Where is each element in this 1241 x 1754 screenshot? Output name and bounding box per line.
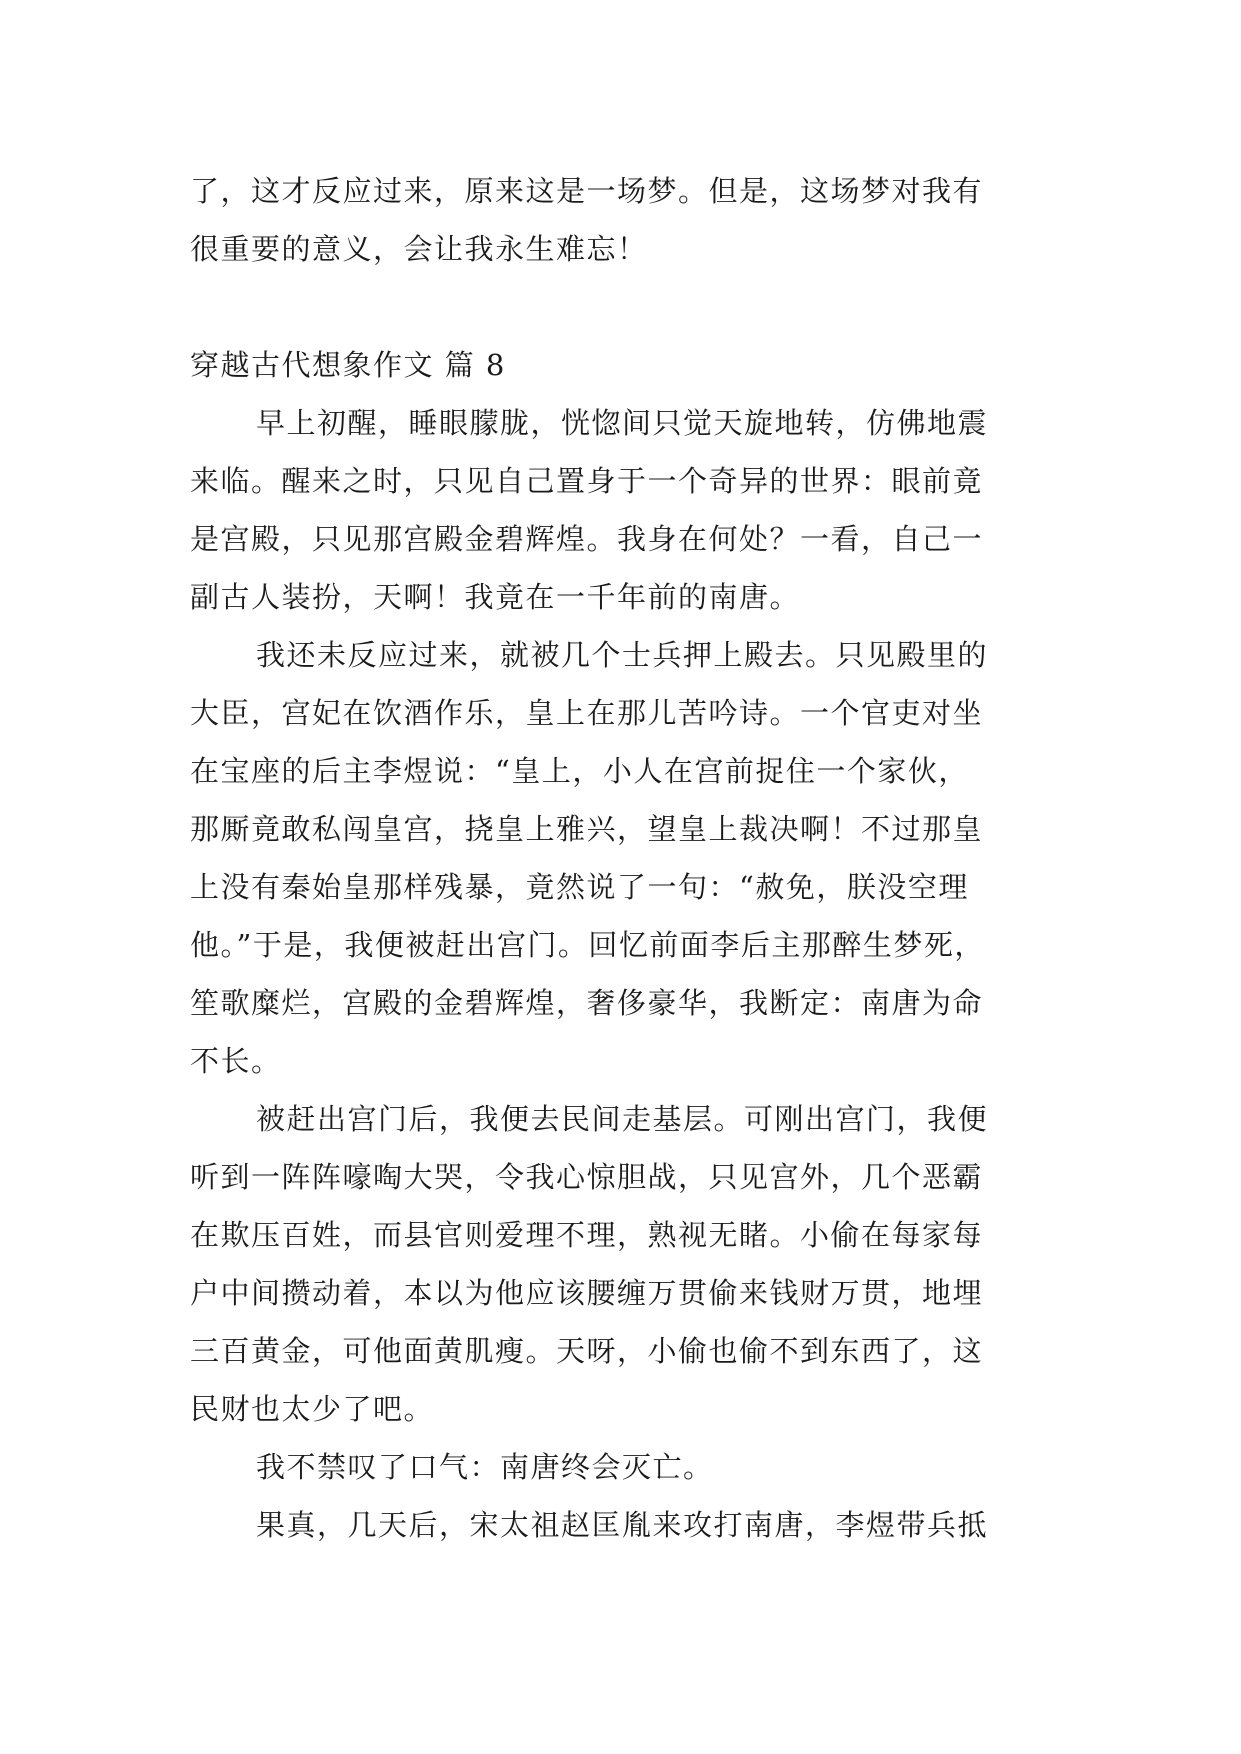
text-line: 早上初醒，睡眼朦胧，恍惚间只觉天旋地转，仿佛地震 xyxy=(256,406,989,440)
text-line: 上没有秦始皇那样残暴，竟然说了一句：“赦免，朕没空理 xyxy=(190,870,969,904)
text-line: 我不禁叹了口气：南唐终会灭亡。 xyxy=(256,1450,714,1484)
text-line: 是宫殿，只见那宫殿金碧辉煌。我身在何处？一看，自己一 xyxy=(190,522,984,556)
text-line: 户中间攒动着，本以为他应该腰缠万贯偷来钱财万贯，地埋 xyxy=(190,1276,984,1310)
text-line: 在欺压百姓，而县官则爱理不理，熟视无睹。小偷在每家每 xyxy=(190,1218,984,1252)
text-line: 果真，几天后，宋太祖赵匡胤来攻打南唐，李煜带兵抵 xyxy=(256,1508,989,1542)
text-line: 笙歌糜烂，宫殿的金碧辉煌，奢侈豪华，我断定：南唐为命 xyxy=(190,986,984,1020)
text-line: 了，这才反应过来，原来这是一场梦。但是，这场梦对我有 xyxy=(190,174,984,208)
text-line: 副古人装扮，天啊！我竟在一千年前的南唐。 xyxy=(190,580,801,614)
text-line: 我还未反应过来，就被几个士兵押上殿去。只见殿里的 xyxy=(256,638,989,672)
section-heading: 穿越古代想象作文 篇 8 xyxy=(190,348,506,382)
text-line: 在宝座的后主李煜说：“皇上，小人在宫前捉住一个家伙， xyxy=(190,754,969,788)
text-line: 他。”于是，我便被赶出宫门。回忆前面李后主那醉生梦死， xyxy=(190,928,985,962)
paragraph xyxy=(190,1090,1058,1438)
text-line: 民财也太少了吧。 xyxy=(190,1392,435,1426)
paragraph xyxy=(190,394,1058,626)
paragraph xyxy=(190,626,1058,1090)
text-line: 那厮竟敢私闯皇宫，挠皇上雅兴，望皇上裁决啊！不过那皇 xyxy=(190,812,984,846)
text-line: 三百黄金，可他面黄肌瘦。天呀，小偷也偷不到东西了，这 xyxy=(190,1334,984,1368)
text-line: 来临。醒来之时，只见自己置身于一个奇异的世界：眼前竟 xyxy=(190,464,984,498)
document-body xyxy=(190,162,1058,1554)
paragraph xyxy=(190,1496,1058,1554)
continuation-paragraph xyxy=(190,162,1058,278)
text-line: 大臣，宫妃在饮酒作乐，皇上在那儿苦吟诗。一个官吏对坐 xyxy=(190,696,984,730)
paragraph xyxy=(190,1438,1058,1496)
text-line: 听到一阵阵嚎啕大哭，令我心惊胆战，只见宫外，几个恶霸 xyxy=(190,1160,984,1194)
text-line: 被赶出宫门后，我便去民间走基层。可刚出宫门，我便 xyxy=(256,1102,989,1136)
text-line: 不长。 xyxy=(190,1044,282,1078)
text-line: 很重要的意义，会让我永生难忘！ xyxy=(190,232,648,266)
